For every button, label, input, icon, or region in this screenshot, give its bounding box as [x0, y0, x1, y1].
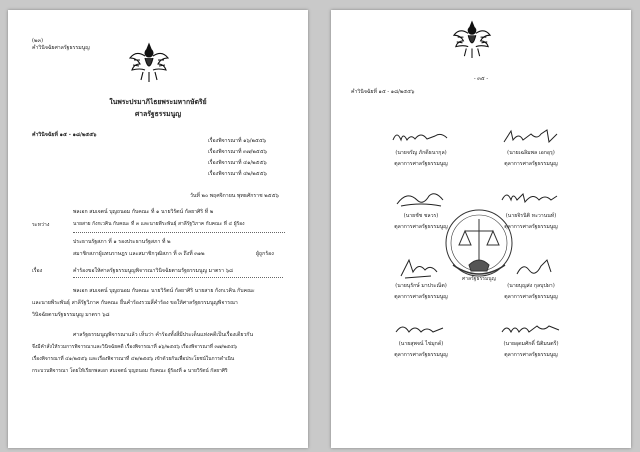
judge-title: ตุลาการศาลรัฐธรรมนูญ [394, 352, 448, 358]
party-line: พลเอก สมเจตน์ บุญถนอม กับคณะ ที่ ๑ นายวิรัตน์ กัลยาศิริ ที่ ๒ [73, 209, 214, 215]
paragraph-line: และนายพีระพันธุ์ สาลีรัฐวิภาค กับคณะ ยื่นคำร้องรวมสี่คำร้อง ขอให้ศาลรัฐธรรมนูญพิจารณา [32, 300, 238, 306]
case-reference: คำวินิจฉัยศาลรัฐธรรมนูญ [32, 45, 90, 51]
document-page-right [331, 10, 631, 448]
heading-court: ศาลรัฐธรรมนูญ [134, 110, 182, 118]
handwritten-signature [513, 256, 557, 280]
handwritten-signature [391, 128, 451, 146]
page-number: (๒๓) [32, 38, 44, 44]
decision-date: วันที่ ๒๐ พฤศจิกายน พุทธศักราช ๒๕๕๖ [190, 193, 279, 199]
page-number: - ๓๕ - [473, 76, 489, 82]
decision-number: คำวินิจฉัยที่ ๑๕ - ๑๘/๒๕๕๖ [32, 132, 97, 138]
judge-title: ตุลาการศาลรัฐธรรมนูญ [394, 294, 448, 300]
judge-name: (นายชัช ชลวร) [403, 213, 439, 219]
judge-name: (นายนุรักษ์ มาประณีต) [395, 283, 447, 289]
judge-title: ตุลาการศาลรัฐธรรมนูญ [394, 161, 448, 167]
judge-title: ตุลาการศาลรัฐธรรมนูญ [504, 161, 558, 167]
matter-line: เรื่องพิจารณาที่ ๔๒/๒๕๕๖ [208, 171, 267, 177]
paragraph-line: พลเอก สมเจตน์ บุญถนอม กับคณะ นายวิรัตน์ กัลยาศิริ นายสาย กังกเวคิน กับคณะ [73, 288, 255, 294]
judge-name: (นายสุพจน์ ไข่มุกด์) [398, 341, 444, 347]
between-label: ระหว่าง [32, 222, 50, 228]
handwritten-signature [395, 256, 445, 280]
handwritten-signature [501, 128, 561, 146]
decision-reference: คำวินิจฉัยที่ ๑๕ - ๑๘/๒๕๕๖ [351, 89, 415, 95]
judge-name: (นายเฉลิมพล เอกอุรุ) [507, 150, 555, 156]
judge-name: (นายจรัญ ภักดีธนากุล) [395, 150, 447, 156]
matter-line: เรื่องพิจารณาที่ ๔๑/๒๕๕๖ [208, 160, 267, 166]
party-line: สมาชิกสภาผู้แทนราษฎร และสมาชิกวุฒิสภา ที่ ๓ ถึงที่ ๓๑๒ [73, 251, 205, 257]
divider [73, 277, 283, 278]
judge-name: (นายบุญส่ง กุลบุปผา) [507, 283, 555, 289]
party-line: ประธานรัฐสภา ที่ ๑ รองประธานรัฐสภา ที่ ๒ [73, 239, 171, 245]
heading-royal: ในพระปรมาภิไธยพระมหากษัตริย์ [109, 98, 207, 106]
judge-title: ตุลาการศาลรัฐธรรมนูญ [504, 224, 558, 230]
handwritten-signature [393, 320, 449, 338]
paragraph-line: เรื่องพิจารณาที่ ๔๑/๒๕๕๖ และเรื่องพิจารณาที่ ๔๒/๒๕๕๖ เข้าด้วยกันเพื่อประโยชน์ในการดำเนิน [32, 356, 235, 362]
subject-text: คำร้องขอให้ศาลรัฐธรรมนูญพิจารณาวินิจฉัยตามรัฐธรรมนูญ มาตรา ๖๘ [73, 268, 234, 274]
handwritten-signature [393, 188, 448, 210]
handwritten-signature [499, 320, 563, 338]
paragraph-line: จึงมีคำสั่งให้รวมการพิจารณาและวินิจฉัยคดี เรื่องพิจารณาที่ ๑๖/๒๕๕๖ เรื่องพิจารณาที่ ๓๗/๒๕๕๖ [32, 344, 237, 350]
respondent-label: ผู้ถูกร้อง [256, 251, 274, 257]
judge-title: ตุลาการศาลรัฐธรรมนูญ [394, 224, 448, 230]
matter-line: เรื่องพิจารณาที่ ๑๖/๒๕๕๖ [208, 138, 267, 144]
paragraph-line: วินิจฉัยตามรัฐธรรมนูญ มาตรา ๖๘ [32, 312, 110, 318]
subject-label: เรื่อง [32, 268, 43, 274]
seal-text: ศาลรัฐธรรมนูญ [462, 276, 496, 282]
garuda-emblem-icon [128, 40, 170, 84]
constitutional-court-seal-icon [443, 205, 515, 285]
party-line: นายสาย กังกเวคิน กับคณะ ที่ ๓ และนายพีระพันธุ์ สาลีรัฐวิภาค กับคณะ ที่ ๔ ผู้ร้อง [73, 221, 245, 227]
paragraph-line: ศาลรัฐธรรมนูญพิจารณาแล้ว เห็นว่า คำร้องทั้งสี่มีประเด็นแห่งคดีเป็นเรื่องเดียวกัน [73, 332, 253, 338]
matter-line: เรื่องพิจารณาที่ ๓๗/๒๕๕๖ [208, 149, 267, 155]
judge-name: (นายจิรนิติ หะวานนท์) [505, 213, 557, 219]
divider [73, 232, 285, 233]
judge-title: ตุลาการศาลรัฐธรรมนูญ [504, 352, 558, 358]
judge-name: (นายอุดมศักดิ์ นิติมนตรี) [503, 341, 559, 347]
paragraph-line: กระบวนพิจารณา โดยให้เรียกพลเอก สมเจตน์ บุญถนอม กับคณะ ผู้ร้องที่ ๑ นายวิรัตน์ กัลยาศิริ [32, 368, 228, 374]
judge-title: ตุลาการศาลรัฐธรรมนูญ [504, 294, 558, 300]
garuda-emblem-icon [452, 18, 492, 60]
document-page-left [8, 10, 308, 448]
